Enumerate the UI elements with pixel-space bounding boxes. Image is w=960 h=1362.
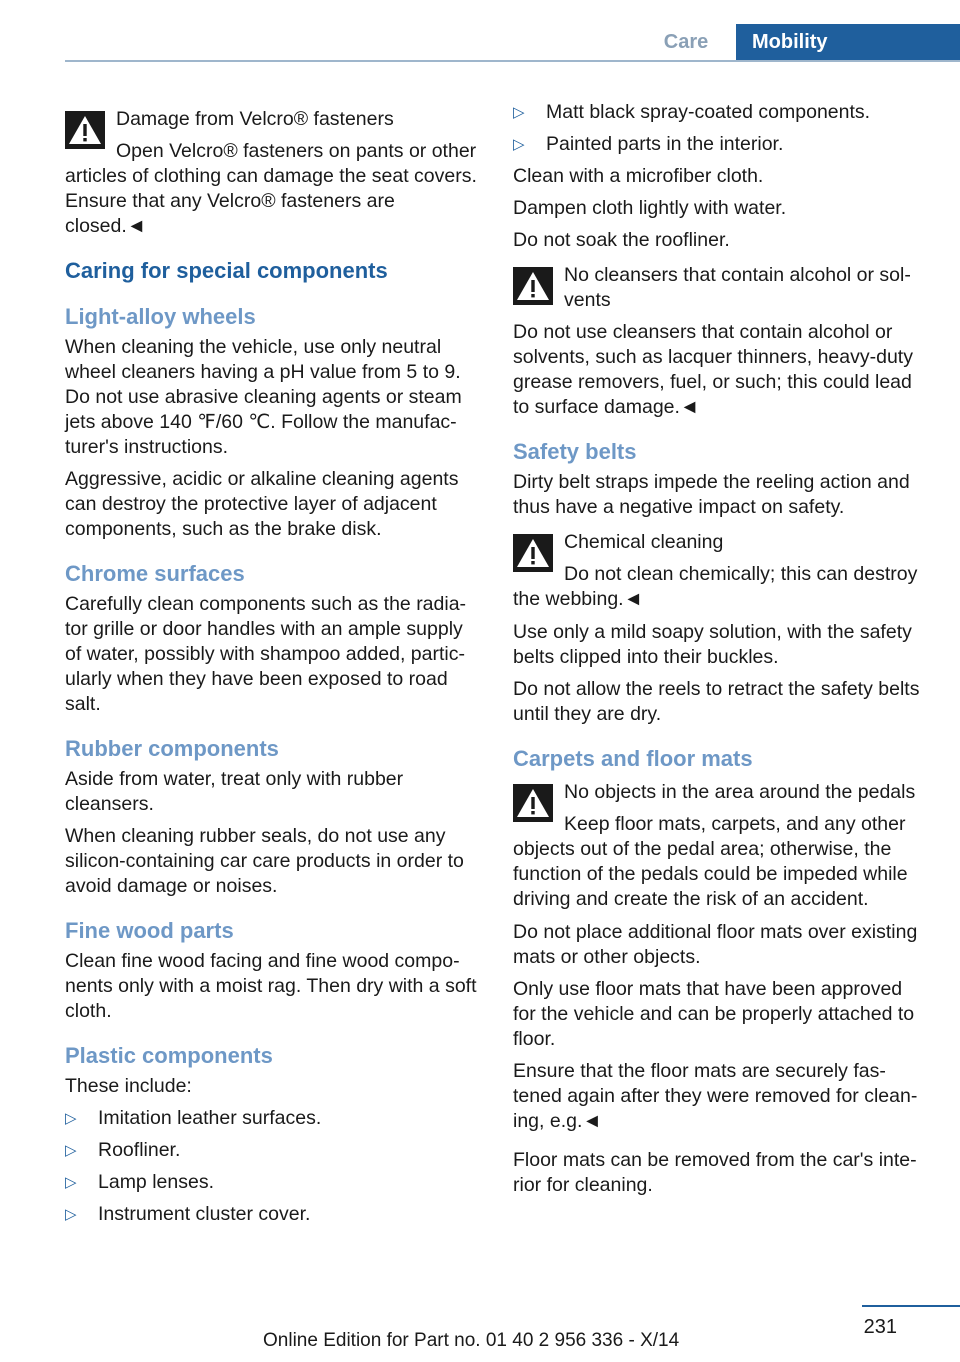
triangle-bullet-icon: ▷ — [65, 1110, 77, 1127]
tab-mobility[interactable]: Mobility — [736, 24, 960, 61]
warning-triangle-icon — [513, 267, 553, 305]
warning-chemical — [513, 527, 928, 612]
plastic-list-continued — [513, 100, 928, 157]
header-divider — [65, 60, 960, 62]
heading-light-alloy: Light-alloy wheels — [65, 304, 256, 329]
triangle-bullet-icon: ▷ — [513, 104, 525, 121]
paragraph: Ensure that the floor mats are securely fas‐tened again after they were removed for clean‐ing, e.g.◄ — [513, 1060, 918, 1132]
heading-caring-special: Caring for special components — [65, 258, 388, 283]
list-item: ▷ Roofliner. — [65, 1139, 181, 1161]
warning-body: Open Velcro® fasteners on pants or other articles of clothing can damage the seat covers. Ensure that any Velcro® fasteners are closed.◄ — [65, 140, 477, 237]
paragraph: Carefully clean components such as the radia‐tor grille or door handles with an ample supply of water, possibly with shampoo added, partic‐ularly when they have been exposed to road salt. — [65, 593, 467, 715]
warning-triangle-icon — [65, 111, 105, 149]
warning-velcro — [65, 104, 480, 239]
list-item: ▷ Instrument cluster cover. — [65, 1203, 311, 1225]
paragraph: Clean fine wood facing and fine wood compo‐nents only with a moist rag. Then dry with a soft cloth. — [65, 950, 477, 1022]
list-item: ▷ Painted parts in the interior. — [513, 133, 784, 155]
warning-title: Damage from Velcro® fasteners — [116, 108, 394, 130]
triangle-bullet-icon: ▷ — [65, 1174, 77, 1191]
paragraph: Aggressive, acidic or alkaline cleaning agents can destroy the protective layer of adjacent components, such as the brake disk. — [65, 468, 459, 540]
plastic-list — [65, 1106, 480, 1227]
left-column — [65, 100, 480, 1234]
warning-triangle-icon — [513, 784, 553, 822]
triangle-bullet-icon: ▷ — [513, 136, 525, 153]
heading-rubber: Rubber components — [65, 736, 279, 761]
paragraph: When cleaning the vehicle, use only neutral wheel cleaners having a pH value from 5 to 9. Do not use abrasive cleaning agents or steam jets above 140 ℉/60 ℃. Follow the manufac‐turer's instructions. — [65, 336, 462, 458]
list-item: ▷ Lamp lenses. — [65, 1171, 214, 1193]
triangle-bullet-icon: ▷ — [65, 1142, 77, 1159]
paragraph: Dirty belt straps impede the reeling action and thus have a negative impact on safety. — [513, 471, 910, 518]
paragraph: Do not allow the reels to retract the safety belts until they are dry. — [513, 678, 920, 725]
paragraph: Floor mats can be removed from the car's inte‐rior for cleaning. — [513, 1149, 917, 1196]
paragraph: These include: — [65, 1075, 192, 1097]
paragraph: Do not place additional floor mats over existing mats or other objects. — [513, 921, 918, 968]
warning-body: Do not clean chemically; this can destroy the webbing.◄ — [513, 563, 918, 610]
page-number: 231 — [863, 1316, 897, 1338]
paragraph: Clean with a microfiber cloth. — [513, 165, 764, 187]
heading-plastic: Plastic components — [65, 1043, 273, 1068]
warning-triangle-icon — [513, 534, 553, 572]
right-column — [513, 100, 928, 1205]
heading-safety-belts: Safety belts — [513, 439, 637, 464]
paragraph: When cleaning rubber seals, do not use any silicon-containing car care products in order to avoid damage or noises. — [65, 825, 464, 897]
paragraph: Use only a mild soapy solution, with the safety belts clipped into their buckles. — [513, 621, 912, 668]
warning-body: Do not use cleansers that contain alcohol or solvents, such as lacquer thinners, heavy-duty grease removers, fuel, or such; this could lead to surface damage.◄ — [513, 321, 913, 418]
page-header — [0, 0, 960, 62]
warning-body: Keep floor mats, carpets, and any other objects out of the pedal area; otherwise, the function of the pedals could be impeded while driving and create the risk of an accident. — [513, 813, 908, 910]
warning-title: No cleansers that contain alcohol or sol‐vents — [564, 264, 911, 311]
heading-chrome: Chrome surfaces — [65, 561, 245, 586]
paragraph: Only use floor mats that have been approved for the vehicle and can be properly attached to floor. — [513, 978, 915, 1050]
paragraph: Dampen cloth lightly with water. — [513, 197, 787, 219]
triangle-bullet-icon: ▷ — [65, 1206, 77, 1223]
footer-divider — [862, 1305, 960, 1307]
list-item: ▷ Matt black spray-coated components. — [513, 101, 871, 123]
paragraph: Aside from water, treat only with rubber cleansers. — [65, 768, 404, 815]
warning-title: No objects in the area around the pedals — [564, 781, 916, 803]
warning-title: Chemical cleaning — [564, 531, 724, 553]
warning-pedals — [513, 777, 928, 912]
paragraph: Do not soak the roofliner. — [513, 229, 730, 251]
tab-care[interactable]: Care — [663, 31, 709, 53]
edition-footer: Online Edition for Part no. 01 40 2 956 336 - X/14 — [263, 1330, 680, 1351]
heading-fine-wood: Fine wood parts — [65, 918, 234, 943]
heading-carpets: Carpets and floor mats — [513, 746, 753, 771]
warning-alcohol — [513, 260, 928, 420]
list-item: ▷ Imitation leather surfaces. — [65, 1107, 322, 1129]
